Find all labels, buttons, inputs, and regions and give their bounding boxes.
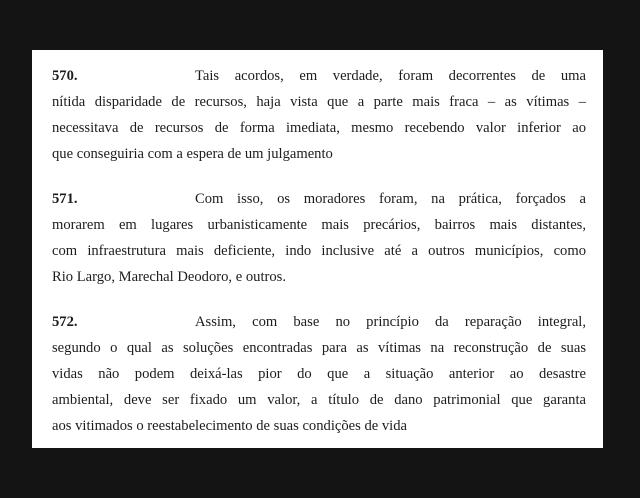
- paragraph-number: 572.: [52, 314, 78, 330]
- paragraph-line: segundo o qual as soluções encontradas para as vítimas na reconstrução de suas: [52, 340, 586, 356]
- paragraph-number: 570.: [52, 68, 78, 84]
- document-page: [32, 50, 603, 448]
- paragraph-line: vidas não podem deixá-las pior do que a situação anterior ao desastre: [52, 366, 586, 382]
- paragraph-line: necessitava de recursos de forma imediata, mesmo recebendo valor inferior ao: [52, 120, 586, 136]
- paragraph-line: ambiental, deve ser fixado um valor, a título de dano patrimonial que garanta: [52, 392, 586, 408]
- paragraph-number: 571.: [52, 191, 78, 207]
- paragraph-line: Com isso, os moradores foram, na prática, forçados a: [195, 191, 586, 207]
- paragraph-line: morarem em lugares urbanisticamente mais precários, bairros mais distantes,: [52, 217, 586, 233]
- paragraph-line: com infraestrutura mais deficiente, indo inclusive até a outros municípios, como: [52, 243, 586, 259]
- paragraph-line: Assim, com base no princípio da reparação integral,: [195, 314, 586, 330]
- paragraph-line: Rio Largo, Marechal Deodoro, e outros.: [52, 269, 286, 285]
- paragraph-line: que conseguiria com a espera de um julgamento: [52, 146, 333, 162]
- paragraph-line: nítida disparidade de recursos, haja vista que a parte mais fraca – as vítimas –: [52, 94, 586, 110]
- paragraph-line: Tais acordos, em verdade, foram decorrentes de uma: [195, 68, 586, 84]
- paragraph-line: aos vitimados o reestabelecimento de suas condições de vida: [52, 418, 408, 434]
